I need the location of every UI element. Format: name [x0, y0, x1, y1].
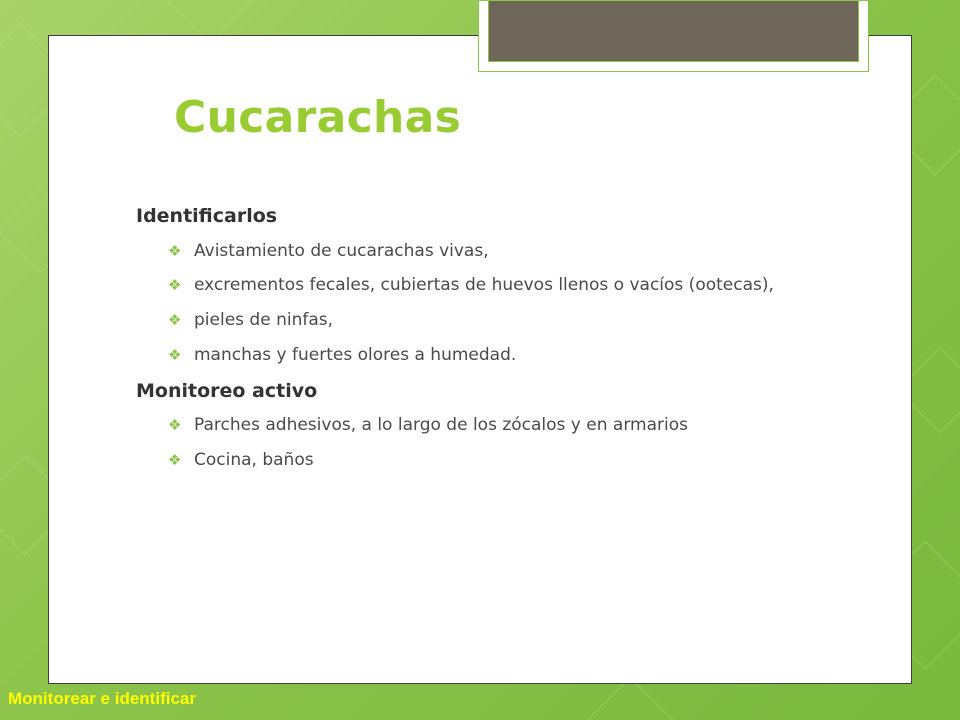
list-item	[136, 450, 816, 471]
diamond-bullet-icon: ❖	[168, 451, 182, 470]
section-identificarlos	[136, 205, 816, 366]
diamond-bullet-icon: ❖	[168, 276, 182, 295]
section-heading: Monitoreo activo	[136, 379, 318, 402]
list-item	[136, 310, 816, 331]
list-item	[136, 345, 816, 366]
section-monitoreo-activo	[136, 380, 816, 471]
section-heading: Identificarlos	[136, 205, 278, 227]
bullet-text: Avistamiento de cucarachas vivas,	[194, 240, 489, 261]
bullet-text: Parches adhesivos, a lo largo de los zócalos y en armarios	[194, 415, 688, 436]
list-item	[136, 241, 816, 262]
diamond-bullet-icon: ❖	[168, 241, 182, 260]
decorative-brown-block	[488, 0, 859, 62]
bullet-list	[136, 241, 816, 366]
bullet-list	[136, 415, 816, 470]
bullet-text: manchas y fuertes olores a humedad.	[194, 344, 517, 365]
diamond-bullet-icon: ❖	[168, 311, 182, 330]
list-item	[136, 275, 816, 296]
slide-title: Cucarachas	[174, 92, 462, 143]
bullet-text: pieles de ninfas,	[194, 310, 334, 331]
list-item	[136, 415, 816, 436]
slide-body	[136, 205, 816, 485]
diamond-bullet-icon: ❖	[168, 416, 182, 435]
footer-label: Monitorear e identificar	[8, 689, 196, 708]
diamond-bullet-icon: ❖	[168, 345, 182, 364]
bullet-text: excrementos fecales, cubiertas de huevos llenos o vacíos (ootecas),	[194, 275, 774, 296]
bullet-text: Cocina, baños	[194, 450, 314, 471]
